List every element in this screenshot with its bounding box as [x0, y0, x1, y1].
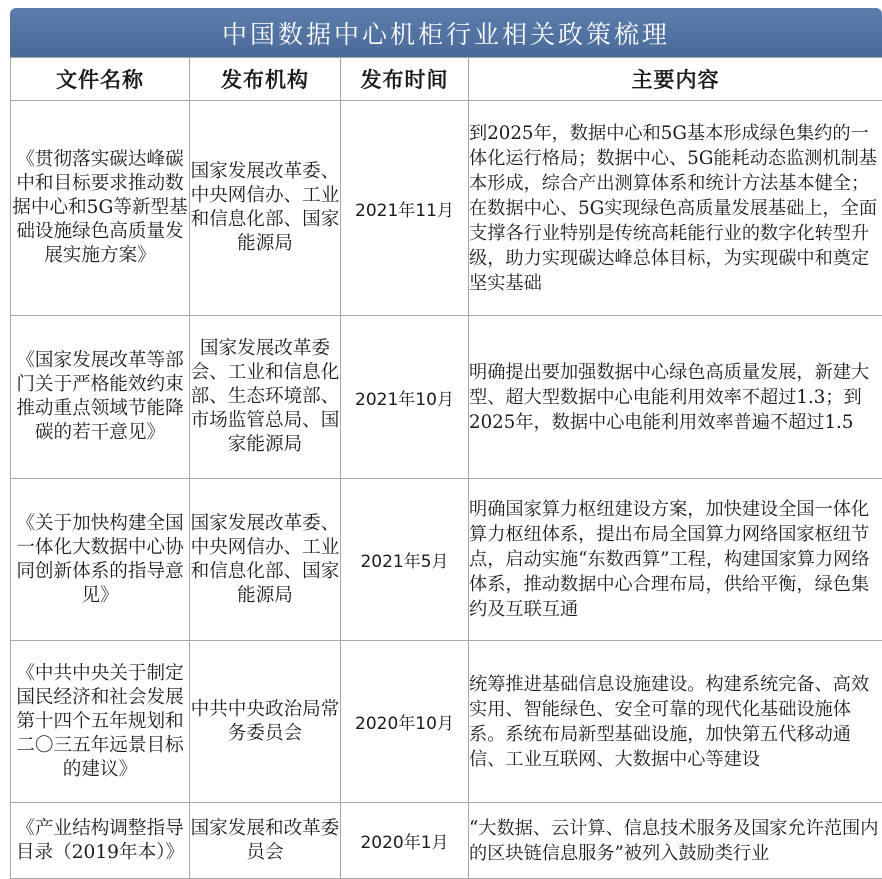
header-main-content: 主要内容 — [469, 58, 882, 101]
header-file-name: 文件名称 — [11, 58, 190, 101]
cell-file-name: 《贯彻落实碳达峰碳中和目标要求推动数据中心和5G等新型基础设施绿色高质量发展实施方案》 — [11, 101, 190, 316]
cell-main-content: 明确提出要加强数据中心绿色高质量发展，新建大型、超大型数据中心电能利用效率不超过1.3；到2025年，数据中心电能利用效率普遍不超过1.5 — [469, 316, 882, 479]
cell-publish-time: 2021年11月 — [341, 101, 469, 316]
table-title: 中国数据中心机柜行业相关政策梳理 — [10, 8, 882, 57]
cell-publisher: 国家发展改革委会、工业和信息化部、生态环境部、市场监管总局、国家能源局 — [190, 316, 341, 479]
cell-file-name: 《中共中央关于制定国民经济和社会发展第十四个五年规划和二〇三五年远景目标的建议》 — [11, 641, 190, 803]
table-row — [11, 479, 882, 641]
cell-file-name: 《产业结构调整指导目录（2019年本）》 — [11, 803, 190, 879]
header-publish-time: 发布时间 — [341, 58, 469, 101]
cell-publisher: 中共中央政治局常务委员会 — [190, 641, 341, 803]
cell-main-content: 到2025年，数据中心和5G基本形成绿色集约的一体化运行格局；数据中心、5G能耗动态监测机制基本形成，综合产出测算体系和统计方法基本健全；在数据中心、5G实现绿色高质量发展基础上，全面支撑各行业特别是传统高耗能行业的数字化转型升级，助力实现碳达峰总体目标，为实现碳中和奠定坚实基础 — [469, 101, 882, 316]
cell-file-name: 《国家发展改革等部门关于严格能效约束推动重点领域节能降碳的若干意见》 — [11, 316, 190, 479]
table-row — [11, 641, 882, 803]
cell-publisher: 国家发展改革委、中央网信办、工业和信息化部、国家能源局 — [190, 101, 341, 316]
cell-main-content: “大数据、云计算、信息技术服务及国家允许范围内的区块链信息服务”被列入鼓励类行业 — [469, 803, 882, 879]
cell-publish-time: 2021年10月 — [341, 316, 469, 479]
header-row — [11, 58, 882, 101]
table-row — [11, 101, 882, 316]
cell-publish-time: 2020年10月 — [341, 641, 469, 803]
cell-main-content: 统筹推进基础信息设施建设。构建系统完备、高效实用、智能绿色、安全可靠的现代化基础设施体系。系统布局新型基础设施，加快第五代移动通信、工业互联网、大数据中心等建设 — [469, 641, 882, 803]
cell-file-name: 《关于加快构建全国一体化大数据中心协同创新体系的指导意见》 — [11, 479, 190, 641]
cell-publish-time: 2021年5月 — [341, 479, 469, 641]
table-row — [11, 803, 882, 879]
cell-publisher: 国家发展和改革委员会 — [190, 803, 341, 879]
policy-table — [10, 57, 882, 879]
cell-main-content: 明确国家算力枢纽建设方案，加快建设全国一体化算力枢纽体系，提出布局全国算力网络国家枢纽节点，启动实施“东数西算”工程，构建国家算力网络体系，推动数据中心合理布局，供给平衡，绿色集约及互联互通 — [469, 479, 882, 641]
cell-publisher: 国家发展改革委、中央网信办、工业和信息化部、国家能源局 — [190, 479, 341, 641]
header-publisher: 发布机构 — [190, 58, 341, 101]
cell-publish-time: 2020年1月 — [341, 803, 469, 879]
table-row — [11, 316, 882, 479]
